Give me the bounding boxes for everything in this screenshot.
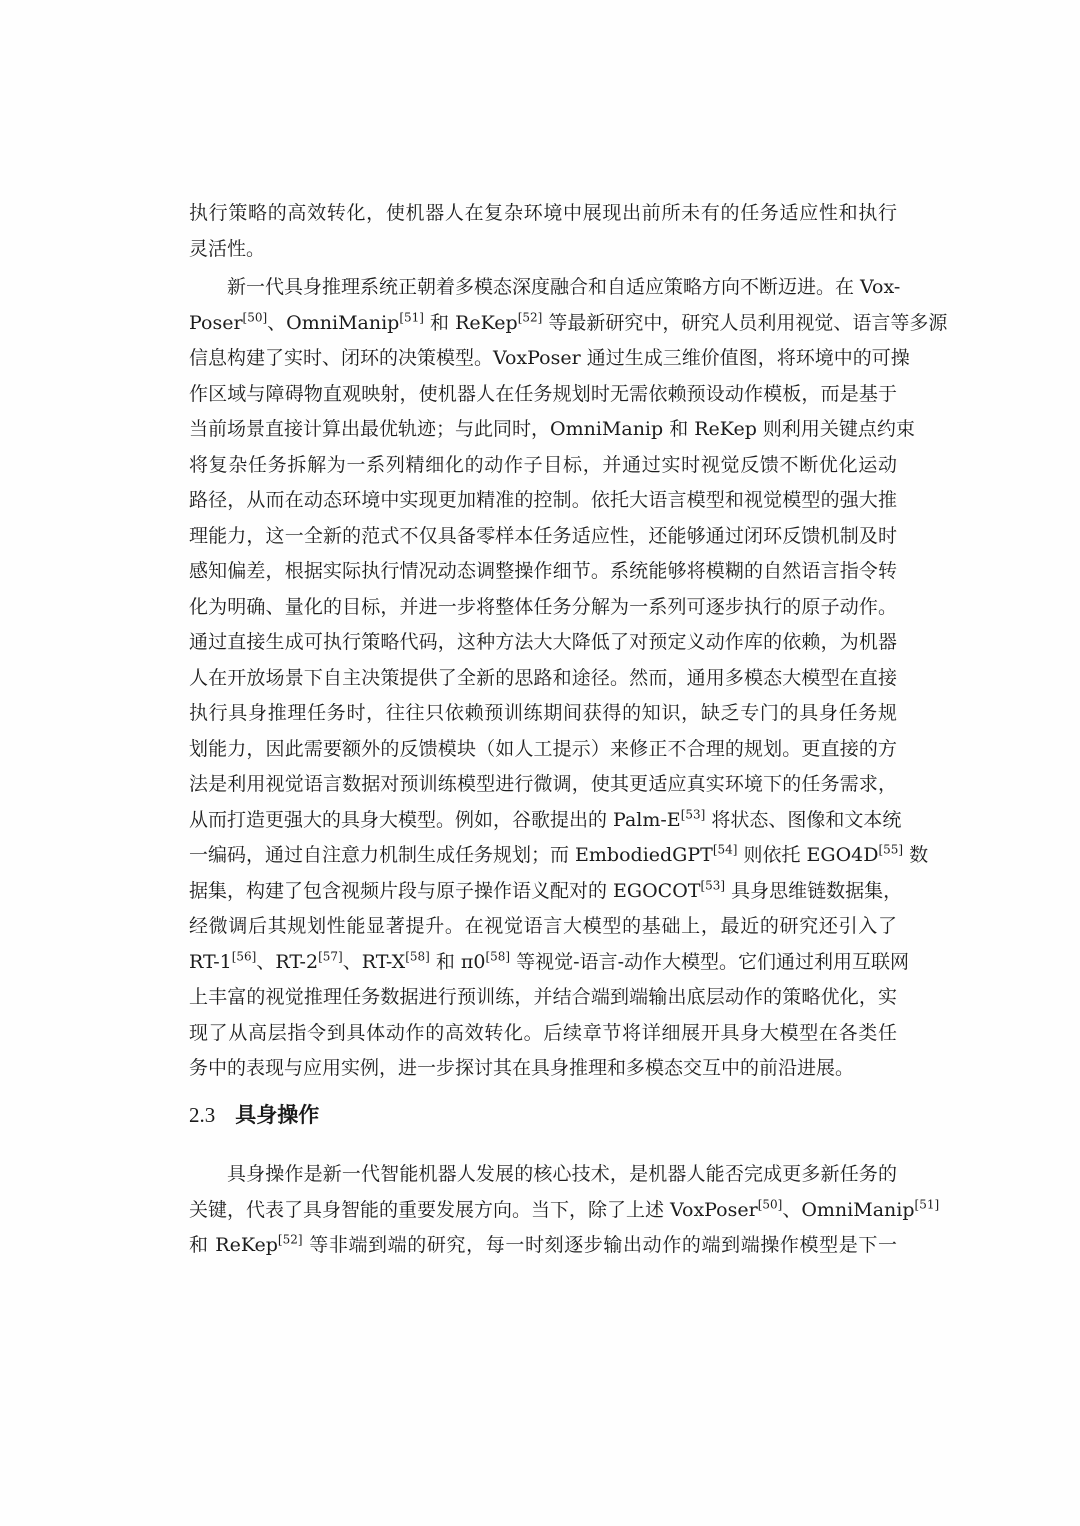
paragraph-line: 当前场景直接计算出最优轨迹；与此同时，OmniManip 和 ReKep 则利用关键点约束 bbox=[189, 418, 915, 440]
paragraph-line: 上丰富的视觉推理任务数据进行预训练，并结合端到端输出底层动作的策略优化，实 bbox=[189, 986, 897, 1008]
section-title: 具身操作 bbox=[235, 1103, 320, 1127]
paragraph-line: 新一代具身推理系统正朝着多模态深度融合和自适应策略方向不断迈进。在 Vox- bbox=[227, 276, 901, 298]
citation-ref: [52] bbox=[517, 310, 543, 325]
paragraph-line: 据集，构建了包含视频片段与原子操作语义配对的 EGOCOT[53] 具身思维链数据集， bbox=[189, 878, 903, 902]
paragraph-line: 理能力，这一全新的范式不仅具备零样本任务适应性，还能够通过闭环反馈机制及时 bbox=[189, 524, 897, 547]
citation-ref: [58] bbox=[405, 949, 430, 964]
paragraph-line: 经微调后其规划性能显著提升。在视觉语言大模型的基础上，最近的研究还引入了 bbox=[189, 915, 897, 937]
citation-ref: [52] bbox=[277, 1232, 303, 1247]
section-number: 2.3 bbox=[189, 1103, 216, 1127]
citation-ref: [54] bbox=[712, 842, 738, 857]
paragraph-line: 务中的表现与应用实例，进一步探讨其在具身推理和多模态交互中的前沿进展。 bbox=[189, 1057, 855, 1079]
paragraph-line: RT-1[56]、RT-2[57]、RT-X[58] 和 π0[58] 等视觉-语言-动作大模型。它们通过利用互联网 bbox=[189, 949, 910, 973]
paragraph-line: 一编码，通过自注意力机制生成任务规划；而 EmbodiedGPT[54] 则依托 EGO4D[55] 数 bbox=[189, 842, 929, 866]
citation-ref: [56] bbox=[231, 949, 257, 964]
paragraph-line: 从而打造更强大的具身大模型。例如，谷歌提出的 Palm-E[53] 将状态、图像和文本统 bbox=[189, 807, 902, 831]
citation-ref: [55] bbox=[878, 842, 904, 857]
paragraph-line: 和 ReKep[52] 等非端到端的研究，每一时刻逐步输出动作的端到端操作模型是下一 bbox=[189, 1232, 898, 1256]
paragraph-line: 法是利用视觉语言数据对预训练模型进行微调，使其更适应真实环境下的任务需求， bbox=[189, 773, 897, 795]
paragraph-line: 信息构建了实时、闭环的决策模型。VoxPoser 通过生成三维价值图，将环境中的可操 bbox=[189, 347, 910, 369]
paragraph-line: 化为明确、量化的目标，并进一步将整体任务分解为一系列可逐步执行的原子动作。 bbox=[189, 595, 897, 618]
citation-ref: [51] bbox=[399, 310, 424, 325]
section-heading bbox=[189, 1097, 319, 1133]
paragraph-line: 具身操作是新一代智能机器人发展的核心技术，是机器人能否完成更多新任务的 bbox=[227, 1163, 897, 1185]
paragraph-3 bbox=[189, 1157, 940, 1264]
paragraph-line: 执行具身推理任务时，往往只依赖预训练期间获得的知识，缺乏专门的具身任务规 bbox=[189, 702, 897, 724]
paragraph-line: 通过直接生成可执行策略代码，这种方法大大降低了对预定义动作库的依赖，为机器 bbox=[189, 631, 897, 653]
citation-ref: [53] bbox=[680, 807, 706, 822]
paragraph-1 bbox=[189, 196, 897, 267]
paragraph-line: 关键，代表了具身智能的重要发展方向。当下，除了上述 VoxPoser[50]、OmniManip[51] bbox=[189, 1197, 940, 1221]
citation-ref: [51] bbox=[914, 1197, 940, 1212]
paragraph-line: 作区域与障碍物直观映射，使机器人在任务规划时无需依赖预设动作模板，而是基于 bbox=[189, 382, 897, 405]
paragraph-line: 感知偏差，根据实际执行情况动态调整操作细节。系统能够将模糊的自然语言指令转 bbox=[189, 560, 897, 582]
citation-ref: [58] bbox=[485, 949, 511, 964]
citation-ref: [50] bbox=[757, 1197, 783, 1212]
paragraph-line: Poser[50]、OmniManip[51] 和 ReKep[52] 等最新研究中，研究人员利用视觉、语言等多源 bbox=[189, 310, 948, 334]
paragraph-line: 人在开放场景下自主决策提供了全新的思路和途径。然而，通用多模态大模型在直接 bbox=[189, 666, 897, 689]
citation-ref: [53] bbox=[700, 878, 726, 893]
citation-ref: [50] bbox=[242, 310, 268, 325]
paragraph-line: 现了从高层指令到具体动作的高效转化。后续章节将详细展开具身大模型在各类任 bbox=[189, 1021, 897, 1044]
paragraph-2 bbox=[189, 270, 948, 1087]
paragraph-line: 划能力，因此需要额外的反馈模块（如人工提示）来修正不合理的规划。更直接的方 bbox=[189, 737, 897, 760]
citation-ref: [57] bbox=[318, 949, 343, 964]
paragraph-line: 路径，从而在动态环境中实现更加精准的控制。依托大语言模型和视觉模型的强大推 bbox=[189, 489, 897, 511]
paragraph-line: 灵活性。 bbox=[189, 237, 266, 260]
paragraph-line: 执行策略的高效转化，使机器人在复杂环境中展现出前所未有的任务适应性和执行 bbox=[189, 202, 897, 224]
paragraph-line: 将复杂任务拆解为一系列精细化的动作子目标，并通过实时视觉反馈不断优化运动 bbox=[189, 453, 897, 476]
